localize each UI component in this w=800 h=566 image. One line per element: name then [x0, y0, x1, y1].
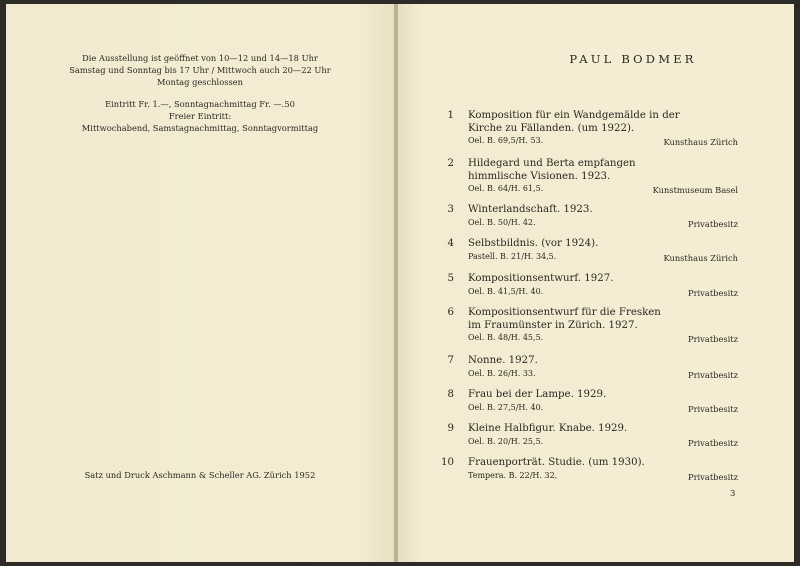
work-medium-dimensions: Oel. B. 48/H. 45,5. — [468, 333, 544, 342]
work-owner: Privatbesitz — [687, 218, 738, 229]
work-owner: Privatbesitz — [687, 471, 738, 482]
work-medium-dimensions: Tempera. B. 22/H. 32. — [468, 470, 558, 480]
work-title-line: Frau bei der Lampe. 1929. — [468, 389, 607, 400]
hours-line: Samstag und Sonntag bis 17 Uhr / Mittwoch auch 20—22 Uhr — [69, 65, 331, 76]
work-title-line: Kleine Halbfigur. Knabe. 1929. — [468, 423, 628, 434]
work-number: 7 — [447, 355, 454, 366]
admission-info — [6, 98, 394, 135]
work-title — [468, 273, 728, 286]
work-owner: Privatbesitz — [687, 334, 738, 344]
work-number: 4 — [447, 238, 454, 249]
page-number: 3 — [730, 489, 736, 499]
admission-line: Mittwochabend, Samstagnachmittag, Sonntagvormittag — [81, 123, 319, 134]
opening-info — [6, 52, 394, 143]
work-medium-dimensions: Oel. B. 41,5/H. 40. — [468, 286, 544, 296]
work-title-line: Kirche zu Fällanden. (um 1922). — [468, 122, 635, 134]
left-page — [6, 4, 394, 562]
work-owner: Kunstmuseum Basel — [652, 185, 738, 195]
artist-heading: PAUL BODMER — [569, 52, 697, 66]
work-title-line: im Fraumünster in Zürich. 1927. — [468, 319, 638, 331]
work-medium-dimensions: Oel. B. 50/H. 42. — [468, 217, 536, 227]
work-medium-dimensions: Pastell. B. 21/H. 34,5. — [468, 251, 557, 261]
work-title — [468, 110, 728, 135]
work-owner: Kunsthaus Zürich — [663, 252, 738, 263]
admission-line: Eintritt Fr. 1.—, Sonntagnachmittag Fr. —.50 — [105, 98, 295, 109]
work-title-line: Komposition für ein Wandgemälde in der — [468, 110, 680, 121]
hours-line: Die Ausstellung ist geöffnet von 10—12 und 14—18 Uhr — [82, 53, 318, 63]
work-title — [468, 238, 728, 251]
work-owner: Privatbesitz — [687, 287, 738, 298]
work-owner: Kunsthaus Zürich — [663, 137, 738, 147]
work-owner: Privatbesitz — [687, 437, 738, 448]
opening-hours — [6, 52, 394, 89]
work-title-line: Kompositionsentwurf. 1927. — [468, 273, 614, 284]
work-number: 3 — [447, 204, 454, 215]
work-medium-dimensions: Oel. B. 69,5/H. 53. — [468, 136, 544, 145]
work-title-line: Hildegard und Berta empfangen — [468, 158, 636, 169]
work-title — [468, 389, 728, 402]
work-title-line: Winterlandschaft. 1923. — [468, 204, 593, 215]
work-owner: Privatbesitz — [687, 369, 738, 380]
admission-line: Freier Eintritt: — [168, 110, 232, 121]
right-page — [398, 4, 794, 562]
hours-line: Montag geschlossen — [157, 77, 243, 88]
work-title-line: himmlische Visionen. 1923. — [468, 170, 611, 182]
work-title — [468, 204, 728, 217]
work-number: 10 — [441, 457, 454, 468]
work-title-line: Nonne. 1927. — [468, 355, 538, 366]
work-title — [468, 158, 728, 183]
printer-imprint: Satz und Druck Aschmann & Scheller AG. Zürich 1952 — [84, 470, 316, 480]
work-number: 8 — [447, 389, 454, 400]
work-number: 5 — [447, 273, 454, 284]
work-medium-dimensions: Oel. B. 26/H. 33. — [468, 368, 536, 378]
work-title — [468, 457, 728, 470]
work-number: 9 — [447, 423, 454, 434]
work-number: 1 — [447, 110, 454, 121]
work-title — [468, 423, 728, 436]
work-title-line: Selbstbildnis. (vor 1924). — [468, 238, 599, 249]
work-title — [468, 355, 728, 368]
work-title — [468, 307, 728, 332]
work-medium-dimensions: Oel. B. 27,5/H. 40. — [468, 402, 544, 412]
work-title-line: Kompositionsentwurf für die Fresken — [468, 307, 661, 318]
work-number: 6 — [447, 307, 454, 318]
work-medium-dimensions: Oel. B. 64/H. 61,5. — [468, 184, 544, 193]
work-medium-dimensions: Oel. B. 20/H. 25,5. — [468, 436, 544, 446]
work-owner: Privatbesitz — [687, 403, 738, 414]
work-number: 2 — [447, 158, 454, 169]
work-title-line: Frauenporträt. Studie. (um 1930). — [468, 457, 645, 468]
